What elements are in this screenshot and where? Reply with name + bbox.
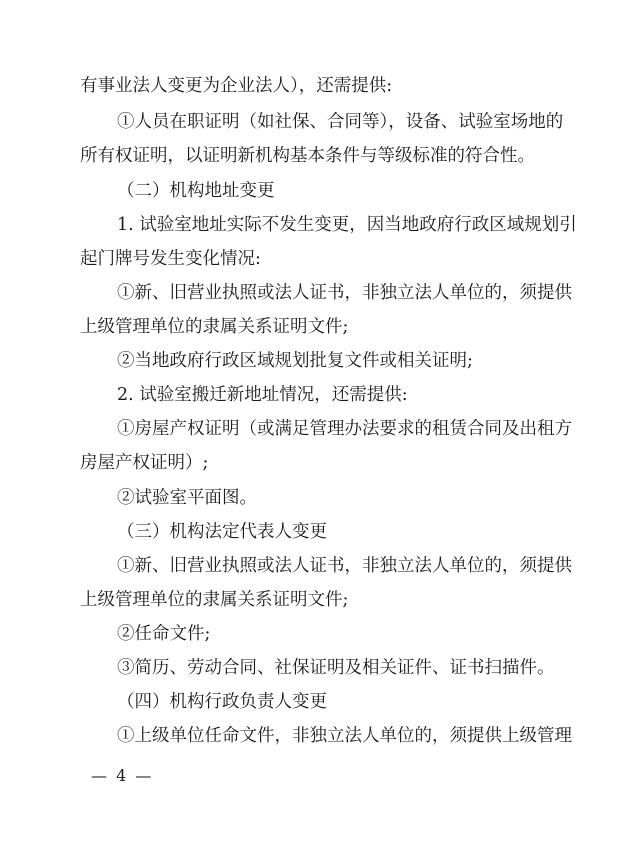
text-line: 有事业法人变更为企业法人），还需提供: — [80, 76, 393, 96]
text-line: ①上级单位任命文件，非独立法人单位的，须提供上级管理 — [117, 726, 572, 746]
text-line: 起门牌号发生变化情况: — [80, 249, 261, 269]
text-line: 2. 试验室搬迁新地址情况，还需提供: — [117, 385, 408, 405]
text-line: 1. 试验室地址实际不发生变更，因当地政府行政区域规划引 — [117, 215, 577, 235]
text-line: ③简历、劳动合同、社保证明及相关证件、证书扫描件。 — [117, 658, 555, 678]
text-line: ②试验室平面图。 — [117, 488, 257, 508]
text-line: ①人员在职证明（如社保、合同等），设备、试验室场地的 — [117, 112, 564, 132]
text-line: ①房屋产权证明（或满足管理办法要求的租赁合同及出租方 — [117, 419, 572, 439]
text-line: 房屋产权证明）; — [80, 453, 209, 473]
text-line: 所有权证明，以证明新机构基本条件与等级标准的符合性。 — [80, 146, 535, 166]
text-line: ②任命文件; — [117, 624, 211, 644]
section-heading: （四）机构行政负责人变更 — [117, 692, 327, 712]
section-heading: （二）机构地址变更 — [117, 181, 275, 201]
text-line: ①新、旧营业执照或法人证书，非独立法人单位的，须提供 — [117, 556, 572, 576]
text-line: ①新、旧营业执照或法人证书，非独立法人单位的，须提供 — [117, 283, 572, 303]
page-number: — 4 — — [91, 766, 154, 785]
text-line: 上级管理单位的隶属关系证明文件; — [80, 590, 349, 610]
text-line: ②当地政府行政区域规划批复文件或相关证明; — [117, 351, 473, 371]
section-heading: （三）机构法定代表人变更 — [117, 522, 327, 542]
text-line: 上级管理单位的隶属关系证明文件; — [80, 317, 349, 337]
